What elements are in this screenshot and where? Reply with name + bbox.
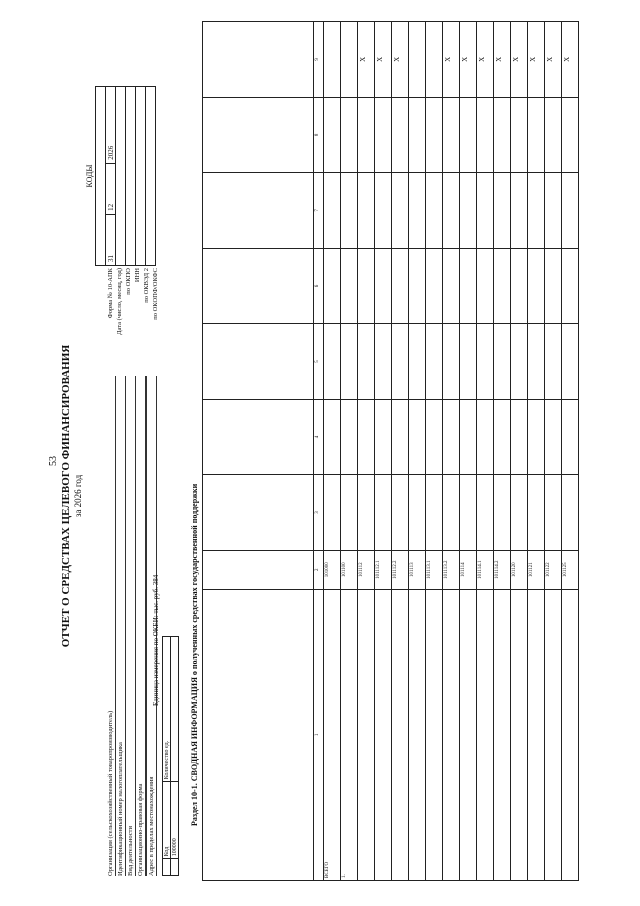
row-label (443, 589, 460, 880)
row-cell (443, 324, 460, 400)
row-cell (392, 324, 409, 400)
row-cell: X (562, 22, 579, 98)
small-table-header (163, 859, 171, 876)
codes-table (95, 86, 156, 266)
row-label (426, 589, 443, 880)
row-label (460, 589, 477, 880)
row-cell (460, 324, 477, 400)
row-cell (511, 324, 528, 400)
row-cell (341, 399, 358, 475)
codes-cell: 12 (106, 163, 116, 214)
row-code: 101113.1 (426, 550, 443, 589)
column-header (203, 248, 314, 324)
row-cell: X (392, 22, 409, 98)
row-cell (409, 97, 426, 173)
row-cell (494, 173, 511, 249)
form-label: по ОКОПФ/ОКФС (152, 268, 160, 320)
row-cell (426, 475, 443, 551)
row-cell (392, 475, 409, 551)
row-cell (375, 324, 392, 400)
row-label (511, 589, 528, 880)
row-cell: X (494, 22, 511, 98)
row-cell (392, 248, 409, 324)
row-cell: X (460, 22, 477, 98)
row-cell (477, 173, 494, 249)
row-cell (375, 173, 392, 249)
column-number: 2 (314, 550, 324, 589)
row-label (375, 589, 392, 880)
row-cell (426, 324, 443, 400)
row-label: 1. (341, 589, 358, 880)
row-cell (341, 22, 358, 98)
column-header (203, 173, 314, 249)
codes-cell: 2026 (106, 87, 116, 164)
column-number: 6 (314, 248, 324, 324)
column-number: 8 (314, 97, 324, 173)
codes-cell (116, 87, 126, 266)
row-cell (409, 399, 426, 475)
codes-cell (146, 87, 156, 266)
row-cell: X (443, 22, 460, 98)
small-table-header: Код (163, 782, 171, 859)
form-label: ИНН (134, 268, 142, 283)
row-label (358, 589, 375, 880)
row-cell (477, 399, 494, 475)
column-header (203, 22, 314, 98)
table-row (324, 22, 341, 881)
row-cell (409, 173, 426, 249)
row-code: 101114.1 (477, 550, 494, 589)
column-number: 9 (314, 22, 324, 98)
row-cell (341, 324, 358, 400)
row-cell (341, 173, 358, 249)
row-cell (341, 248, 358, 324)
table-row (375, 22, 392, 881)
row-cell (528, 97, 545, 173)
row-code: 101113 (409, 550, 426, 589)
small-table-cell: 100000 (171, 782, 179, 859)
row-cell (545, 324, 562, 400)
table-row (494, 22, 511, 881)
row-cell (562, 248, 579, 324)
row-code: 101113.2 (443, 550, 460, 589)
small-table-header: Количество ед. (163, 637, 171, 782)
row-cell (545, 475, 562, 551)
row-cell (341, 475, 358, 551)
row-cell (443, 399, 460, 475)
row-code: 101112.1 (375, 550, 392, 589)
row-cell: X (528, 22, 545, 98)
row-cell (375, 97, 392, 173)
table-row (409, 22, 426, 881)
column-number: 3 (314, 475, 324, 551)
row-cell: X (511, 22, 528, 98)
table-row (545, 22, 562, 881)
row-cell (545, 248, 562, 324)
org-line: Вид деятельности (126, 376, 136, 876)
row-cell (324, 324, 341, 400)
row-cell (528, 475, 545, 551)
row-cell (358, 97, 375, 173)
row-label (392, 589, 409, 880)
row-code: 101125 (562, 550, 579, 589)
table-row (511, 22, 528, 881)
page-number: 53 (48, 456, 59, 466)
document-title: ОТЧЕТ О СРЕДСТВАХ ЦЕЛЕВОГО ФИНАНСИРОВАНИЯ (60, 344, 72, 648)
row-cell (358, 475, 375, 551)
row-cell (324, 475, 341, 551)
row-cell (460, 248, 477, 324)
row-cell (324, 399, 341, 475)
row-cell (409, 248, 426, 324)
table-row (460, 22, 477, 881)
row-code: 101121 (528, 550, 545, 589)
row-code: 101112.2 (392, 550, 409, 589)
row-cell (358, 399, 375, 475)
small-table (162, 636, 179, 876)
row-cell (392, 97, 409, 173)
column-header (203, 399, 314, 475)
column-number: 4 (314, 399, 324, 475)
org-line: Организационно-правовая форма (136, 376, 146, 876)
form-labels (106, 268, 161, 386)
row-cell (494, 97, 511, 173)
codes-title: КОДЫ (85, 164, 94, 188)
row-cell: X (358, 22, 375, 98)
row-code: 101122 (545, 550, 562, 589)
row-cell (528, 173, 545, 249)
row-label (477, 589, 494, 880)
form-label: Форма № 10-АПК (107, 268, 114, 319)
row-cell (511, 173, 528, 249)
row-cell (358, 324, 375, 400)
row-code: 101114 (460, 550, 477, 589)
org-line: Идентификационный номер налогоплательщика (116, 376, 126, 876)
row-label (494, 589, 511, 880)
row-cell (460, 97, 477, 173)
table-row (358, 22, 375, 881)
column-number: 7 (314, 173, 324, 249)
row-cell (426, 22, 443, 98)
row-cell (562, 475, 579, 551)
column-header (203, 475, 314, 551)
section-title: Раздел 10-1. СВОДНАЯ ИНФОРМАЦИЯ о полученных средствах государственной поддержки (190, 483, 199, 826)
row-cell: X (477, 22, 494, 98)
table-row (477, 22, 494, 881)
table-row (341, 22, 358, 881)
row-cell (562, 173, 579, 249)
row-cell (460, 173, 477, 249)
row-cell (477, 475, 494, 551)
column-number: 1 (314, 589, 324, 880)
table-row (562, 22, 579, 881)
row-code: 101100 (341, 550, 358, 589)
row-cell (511, 475, 528, 551)
row-cell (409, 475, 426, 551)
row-cell (324, 97, 341, 173)
row-code: 101114.2 (494, 550, 511, 589)
small-table-cell (171, 637, 179, 782)
row-cell (562, 324, 579, 400)
table-row (426, 22, 443, 881)
row-cell (324, 22, 341, 98)
form-label: по ОКВЭД 2 (143, 268, 151, 303)
row-cell (375, 248, 392, 324)
row-cell (562, 399, 579, 475)
row-label: ВСЕГО (324, 589, 341, 880)
codes-cell (96, 87, 106, 266)
row-cell (426, 248, 443, 324)
row-label (409, 589, 426, 880)
row-label (562, 589, 579, 880)
row-label (528, 589, 545, 880)
row-code: 101120 (511, 550, 528, 589)
row-cell (375, 475, 392, 551)
units-note: Единица измерения по ОКЕИ: тыс. руб. 384 (152, 574, 160, 706)
column-header (203, 324, 314, 400)
row-cell (324, 173, 341, 249)
row-cell (324, 248, 341, 324)
form-label: по ОКПО (125, 268, 133, 295)
column-header (203, 97, 314, 173)
table-row (528, 22, 545, 881)
row-cell (528, 248, 545, 324)
row-cell (562, 97, 579, 173)
row-cell (511, 399, 528, 475)
row-cell (511, 248, 528, 324)
row-cell (341, 97, 358, 173)
column-header (203, 550, 314, 589)
row-cell (443, 248, 460, 324)
row-code: 101112 (358, 550, 375, 589)
row-cell (460, 399, 477, 475)
row-cell (545, 173, 562, 249)
row-cell (358, 248, 375, 324)
row-cell (528, 399, 545, 475)
row-cell (443, 173, 460, 249)
row-cell (358, 173, 375, 249)
row-cell (426, 173, 443, 249)
row-cell (409, 324, 426, 400)
row-cell (477, 248, 494, 324)
row-cell (426, 399, 443, 475)
small-table-cell (171, 859, 179, 876)
codes-cell (136, 87, 146, 266)
column-header (203, 589, 314, 880)
document-subtitle: за 2026 год (73, 474, 83, 518)
row-cell (545, 399, 562, 475)
row-code: 101000 (324, 550, 341, 589)
form-label: Дата (число, месяц, год) (116, 268, 124, 335)
codes-cell (126, 87, 136, 266)
row-cell (528, 324, 545, 400)
row-cell (460, 475, 477, 551)
row-cell (494, 399, 511, 475)
codes-cell: 31 (106, 214, 116, 265)
row-cell (392, 399, 409, 475)
row-cell: X (375, 22, 392, 98)
row-cell (511, 97, 528, 173)
row-cell (443, 475, 460, 551)
row-cell (545, 97, 562, 173)
table-row (392, 22, 409, 881)
org-line: Организация (сельскохозяйственный товаропроизводитель) (106, 376, 116, 876)
org-line: Адрес в пределах местонахождения (147, 376, 157, 876)
row-cell (477, 97, 494, 173)
row-cell (392, 173, 409, 249)
organization-block (106, 376, 157, 876)
main-table (202, 21, 579, 881)
row-cell (494, 475, 511, 551)
column-number: 5 (314, 324, 324, 400)
row-cell: X (545, 22, 562, 98)
row-cell (494, 324, 511, 400)
row-cell (477, 324, 494, 400)
row-cell (409, 22, 426, 98)
table-row (443, 22, 460, 881)
row-cell (375, 399, 392, 475)
row-label (545, 589, 562, 880)
row-cell (426, 97, 443, 173)
row-cell (494, 248, 511, 324)
row-cell (443, 97, 460, 173)
